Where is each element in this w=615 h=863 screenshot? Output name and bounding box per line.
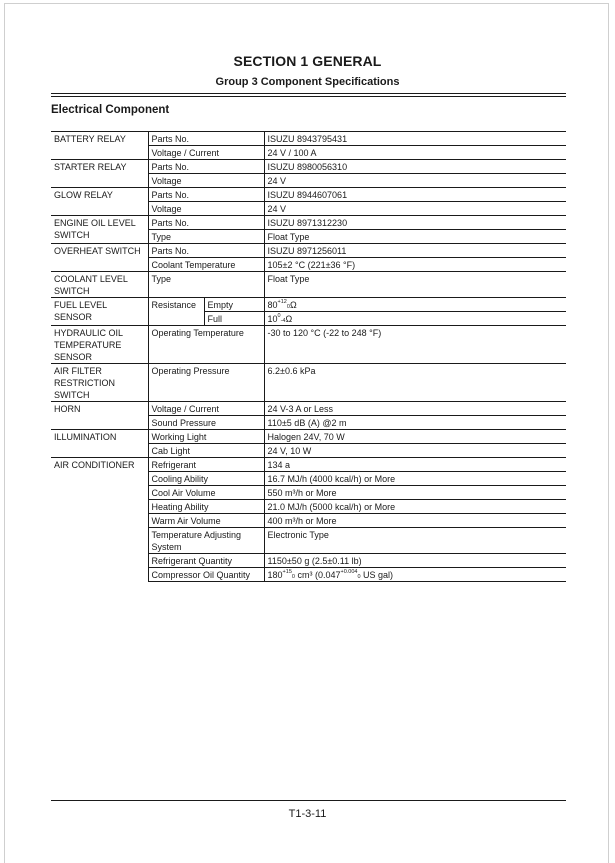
- spec-item: Parts No.: [148, 188, 264, 202]
- spec-item: Cooling Ability: [148, 472, 264, 486]
- spec-value: Float Type: [264, 230, 566, 244]
- value-base: 10: [267, 314, 278, 324]
- table-row: [51, 160, 566, 174]
- spec-value: Float Type: [264, 272, 566, 298]
- spec-value: 24 V: [264, 202, 566, 216]
- spec-item: Type: [148, 230, 264, 244]
- spec-value: Electronic Type: [264, 528, 566, 554]
- spec-value: 24 V, 10 W: [264, 444, 566, 458]
- table-row: [51, 458, 566, 472]
- spec-value: 550 m³/h or More: [264, 486, 566, 500]
- tolerance-upper: 0: [277, 313, 281, 320]
- section-heading: Electrical Component: [51, 104, 170, 116]
- spec-item: Refrigerant: [148, 458, 264, 472]
- spec-item: Parts No.: [148, 160, 264, 174]
- table-row: [51, 272, 566, 298]
- tolerance-lower: 0: [291, 574, 295, 581]
- spec-item: Coolant Temperature: [148, 258, 264, 272]
- tolerance-upper: +12: [277, 299, 287, 306]
- table-row: [51, 298, 566, 312]
- table-row: [51, 216, 566, 230]
- section-title: SECTION 1 GENERAL: [233, 53, 382, 69]
- spec-item: Voltage: [148, 202, 264, 216]
- spec-value: 21.0 MJ/h (5000 kcal/h) or More: [264, 500, 566, 514]
- unit: cm³ (0.047: [297, 570, 341, 580]
- component-name: AIR FILTER RESTRICTION SWITCH: [51, 364, 148, 402]
- spec-item: Warm Air Volume: [148, 514, 264, 528]
- group-title: Group 3 Component Specifications: [215, 76, 400, 88]
- tolerance-lower: 0: [357, 574, 361, 581]
- component-name: BATTERY RELAY: [51, 132, 148, 160]
- header-rule-top: [51, 93, 566, 94]
- spec-item: Heating Ability: [148, 500, 264, 514]
- component-name: STARTER RELAY: [51, 160, 148, 188]
- spec-item: Sound Pressure: [148, 416, 264, 430]
- spec-value: 16.7 MJ/h (4000 kcal/h) or More: [264, 472, 566, 486]
- component-name: ILLUMINATION: [51, 430, 148, 458]
- tolerance-lower: -4: [280, 318, 286, 325]
- spec-value: 24 V / 100 A: [264, 146, 566, 160]
- spec-value: Halogen 24V, 70 W: [264, 430, 566, 444]
- spec-value: [264, 312, 566, 326]
- spec-value: 400 m³/h or More: [264, 514, 566, 528]
- spec-item: Voltage / Current: [148, 146, 264, 160]
- spec-value: -30 to 120 °C (-22 to 248 °F): [264, 326, 566, 364]
- component-name: GLOW RELAY: [51, 188, 148, 216]
- table-row: [51, 326, 566, 364]
- component-name: OVERHEAT SWITCH: [51, 244, 148, 272]
- table-row: [51, 188, 566, 202]
- spec-item: Parts No.: [148, 132, 264, 146]
- page-number: T1-3-11: [288, 808, 327, 820]
- spec-subitem: Empty: [204, 298, 264, 312]
- spec-value: 1150±50 g (2.5±0.11 lb): [264, 554, 566, 568]
- table-row: [51, 132, 566, 146]
- spec-item: Parts No.: [148, 216, 264, 230]
- spec-item: Cool Air Volume: [148, 486, 264, 500]
- spec-value: ISUZU 8971256011: [264, 244, 566, 258]
- tolerance: [340, 569, 361, 581]
- spec-value: [264, 298, 566, 312]
- spec-value: ISUZU 8944607061: [264, 188, 566, 202]
- unit: Ω: [289, 300, 297, 310]
- spec-item: Working Light: [148, 430, 264, 444]
- spec-item: Refrigerant Quantity: [148, 554, 264, 568]
- spec-item: Voltage: [148, 174, 264, 188]
- value-base: 180: [267, 570, 283, 580]
- spec-subitem: Full: [204, 312, 264, 326]
- spec-item: Compressor Oil Quantity: [148, 568, 264, 582]
- tolerance-lower: 0: [286, 304, 290, 311]
- tolerance: [282, 569, 295, 581]
- component-name: HYDRAULIC OIL TEMPERATURE SENSOR: [51, 326, 148, 364]
- spec-item: Type: [148, 272, 264, 298]
- spec-item: Resistance: [148, 298, 204, 326]
- spec-value: 24 V: [264, 174, 566, 188]
- spec-value: 6.2±0.6 kPa: [264, 364, 566, 402]
- table-row: [51, 402, 566, 416]
- component-name: ENGINE OIL LEVEL SWITCH: [51, 216, 148, 244]
- component-name: FUEL LEVEL SENSOR: [51, 298, 148, 326]
- footer-rule: [51, 800, 566, 801]
- tolerance-upper: +0.004: [340, 569, 358, 576]
- electrical-component-table: [51, 131, 566, 582]
- spec-item: Operating Pressure: [148, 364, 264, 402]
- spec-item: Temperature Adjusting System: [148, 528, 264, 554]
- value-base: 80: [267, 300, 278, 310]
- spec-item: Voltage / Current: [148, 402, 264, 416]
- table-row: [51, 244, 566, 258]
- unit: Ω: [285, 314, 293, 324]
- table-row: [51, 364, 566, 402]
- spec-value: [264, 568, 566, 582]
- spec-item: Operating Temperature: [148, 326, 264, 364]
- spec-value: ISUZU 8971312230: [264, 216, 566, 230]
- spec-item: Cab Light: [148, 444, 264, 458]
- spec-value: 105±2 °C (221±36 °F): [264, 258, 566, 272]
- header-rule-bottom: [51, 96, 566, 97]
- spec-value: ISUZU 8943795431: [264, 132, 566, 146]
- component-name: COOLANT LEVEL SWITCH: [51, 272, 148, 298]
- spec-value: 110±5 dB (A) @2 m: [264, 416, 566, 430]
- unit: US gal): [363, 570, 394, 580]
- tolerance-upper: +15: [282, 569, 292, 576]
- spec-item: Parts No.: [148, 244, 264, 258]
- spec-value: 24 V-3 A or Less: [264, 402, 566, 416]
- component-name: HORN: [51, 402, 148, 430]
- table-row: [51, 430, 566, 444]
- tolerance: [277, 299, 290, 311]
- component-name: AIR CONDITIONER: [51, 458, 148, 582]
- spec-value: ISUZU 8980056310: [264, 160, 566, 174]
- spec-value: 134 a: [264, 458, 566, 472]
